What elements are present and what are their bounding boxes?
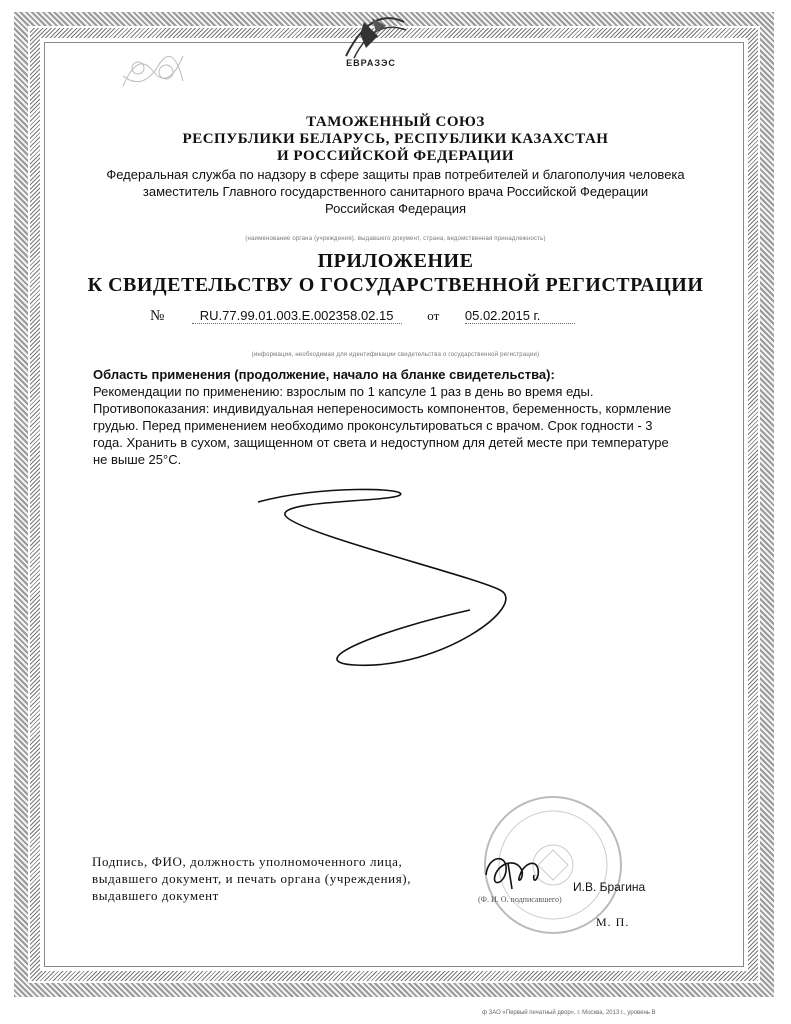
ornament-icon — [118, 46, 188, 96]
authority-line-1: Федеральная служба по надзору в сфере защиты прав потребителей и благополучия человека — [106, 167, 685, 182]
scope-heading: Область применения (продолжение, начало на бланке свидетельства): — [93, 367, 555, 382]
authority-hint: (наименование органа (учреждения), выдавшего документ, страна, ведомственная принадлежность) — [245, 236, 546, 242]
strike-out-mark — [240, 480, 540, 680]
date-label: от — [427, 308, 440, 323]
header-line-3: И РОССИЙСКОЙ ФЕДЕРАЦИИ — [276, 148, 515, 164]
authority-line-2: заместитель Главного государственного санитарного врача Российской Федерации — [142, 184, 649, 199]
authority-line-3: Российская Федерация — [324, 201, 467, 216]
registration-date: 05.02.2015 г. — [465, 308, 575, 324]
header-line-2: РЕСПУБЛИКИ БЕЛАРУСЬ, РЕСПУБЛИКИ КАЗАХСТАН — [182, 131, 609, 147]
number-label: № — [150, 308, 165, 324]
svg-text:ЕВРАЗЭС: ЕВРАЗЭС — [346, 58, 396, 68]
eurasec-logo — [326, 8, 416, 68]
header-line-1: ТАМОЖЕННЫЙ СОЮЗ — [306, 114, 485, 130]
handwritten-signature — [478, 845, 558, 895]
scope-text: Рекомендации по применению: взрослым по 1 капсуле 1 раз в день во время еды. Противопоказания: индивидуальная непереносимость компонентов, беременность, кормление грудью. Перед применением необходимо проконсультироваться с врачом. Срок годности - 3 года. Хранить в сухом, защищенном от света и недоступном для детей месте при температуре не выше 25°С. — [93, 384, 672, 467]
registration-line — [150, 308, 575, 325]
title-appendix: ПРИЛОЖЕНИЕ — [317, 250, 474, 272]
printer-footer: ф ЗАО «Первый печатный двор», г. Москва, 2013 г., уровень В — [482, 1010, 656, 1016]
stamp-place-label: М. П. — [596, 915, 630, 929]
signature-caption: Подпись, ФИО, должность уполномоченного лица, выдавшего документ, и печать органа (учреждения), выдавшего документ — [92, 854, 412, 903]
signer-name: И.В. Брагина — [573, 880, 646, 894]
scope-section — [93, 366, 673, 468]
title-certificate: К СВИДЕТЕЛЬСТВУ О ГОСУДАРСТВЕННОЙ РЕГИСТРАЦИИ — [87, 274, 704, 296]
signer-hint: (Ф. И. О. подписавшего) — [478, 895, 562, 904]
registration-number: RU.77.99.01.003.E.002358.02.15 — [192, 308, 402, 324]
number-hint: (информация, необходимая для идентификации свидетельства о государственной регистрации) — [251, 352, 540, 358]
